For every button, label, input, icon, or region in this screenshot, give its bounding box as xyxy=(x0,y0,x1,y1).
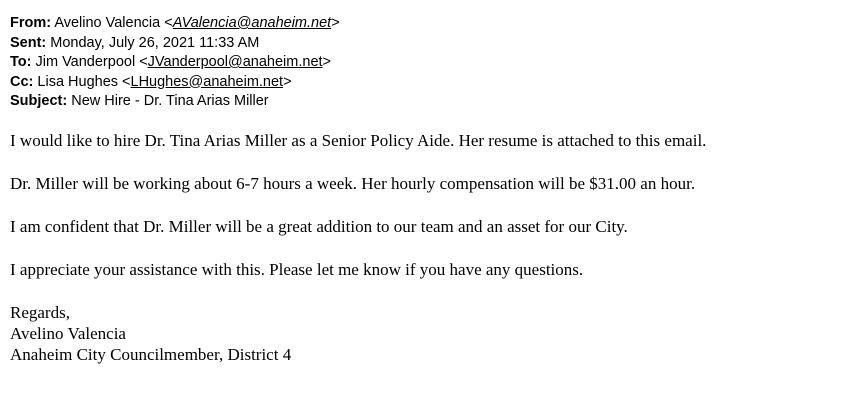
body-paragraph-2: Dr. Miller will be working about 6-7 hours a week. Her hourly compensation will be $31.00 an hour. xyxy=(10,173,696,193)
header-label-to: To: xyxy=(10,54,32,70)
header-value-cc-pre: Lisa Hughes < xyxy=(37,73,131,90)
body-paragraph-1: I would like to hire Dr. Tina Arias Miller as a Senior Policy Aide. Her resume is attached to this email. xyxy=(10,130,707,150)
header-label-sent: Sent: xyxy=(10,34,47,51)
header-value-from-post: > xyxy=(331,15,340,31)
body-paragraph-4: I appreciate your assistance with this. Please let me know if you have any questions. xyxy=(10,259,584,279)
header-label-subject: Subject: xyxy=(10,93,68,109)
header-value-subject: New Hire - Dr. Tina Arias Miller xyxy=(71,93,269,109)
email-address-to[interactable]: JVanderpool@anaheim.net xyxy=(147,54,323,70)
body-paragraph-3: I am confident that Dr. Miller will be a great addition to our team and an asset for our City. xyxy=(10,216,628,236)
email-address-cc[interactable]: LHughes@anaheim.net xyxy=(130,73,284,90)
signature-line-3: Anaheim City Councilmember, District 4 xyxy=(10,344,292,364)
header-value-sent: Monday, July 26, 2021 11:33 AM xyxy=(50,34,260,51)
email-address-from[interactable]: AValencia@anaheim.net xyxy=(172,15,332,31)
header-value-to-post: > xyxy=(322,54,332,70)
email-body xyxy=(10,130,837,365)
header-row-to xyxy=(10,53,837,73)
header-value-to-pre: Jim Vanderpool < xyxy=(35,54,148,70)
email-header-block xyxy=(10,14,837,112)
header-row-sent xyxy=(10,34,837,54)
header-label-from: From: xyxy=(10,15,52,31)
signature-line-1: Regards, xyxy=(10,302,70,322)
header-row-subject xyxy=(10,92,837,112)
header-row-cc xyxy=(10,73,837,93)
header-label-cc: Cc: xyxy=(10,73,34,90)
email-signature xyxy=(10,302,837,365)
header-row-from xyxy=(10,14,837,34)
header-value-cc-post: > xyxy=(283,73,292,90)
signature-line-2: Avelino Valencia xyxy=(10,323,126,343)
header-value-from-pre: Avelino Valencia < xyxy=(54,15,173,31)
